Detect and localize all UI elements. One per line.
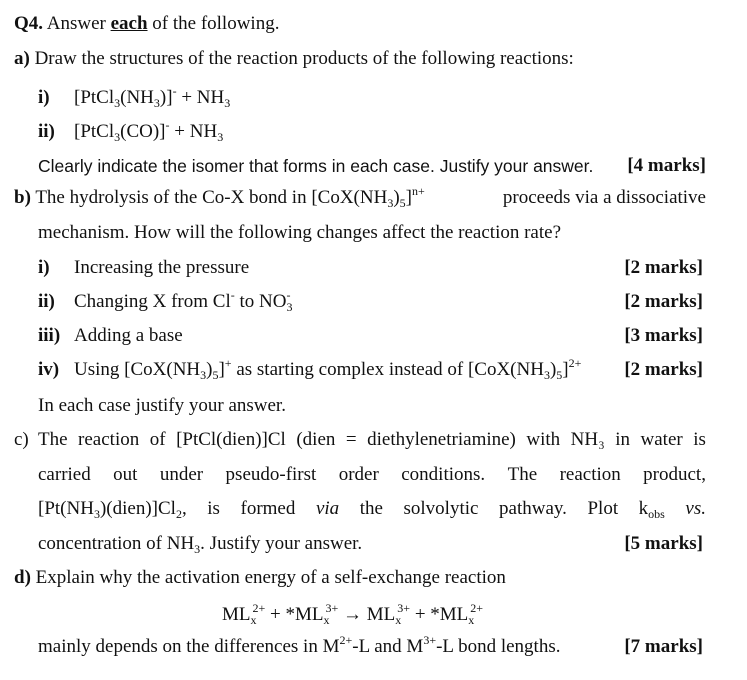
formula-part: + NH <box>176 87 225 108</box>
part-b-item-2-marks: [2 marks] <box>624 291 703 312</box>
part-b-item-1-text: Increasing the pressure <box>74 257 250 278</box>
word: reaction <box>78 429 140 450</box>
formula-sub: 3 <box>194 542 201 556</box>
word: Plot <box>587 498 619 519</box>
word: = <box>345 429 357 450</box>
question-number: Q4. <box>14 13 44 34</box>
word-vs: vs. <box>685 498 706 519</box>
part-b-label: b) <box>14 187 31 208</box>
part-b-item-4-number: iv) <box>38 359 60 380</box>
part-a-item-2 <box>38 118 224 144</box>
word: is <box>207 498 220 519</box>
formula-part: [PtCl <box>74 121 115 142</box>
word: of <box>149 429 166 450</box>
part-c-line-2 <box>38 464 706 486</box>
part-c-label: c) <box>14 429 29 450</box>
formula-part: , <box>181 498 187 519</box>
formula-sub: x <box>323 613 330 627</box>
word: pseudo-first <box>225 464 317 485</box>
part-d-text: -L bond lengths. <box>436 636 561 657</box>
formula-part: + *ML <box>410 604 469 625</box>
part-b-item-1-number: i) <box>38 257 50 278</box>
formula-sub: 3 <box>153 96 160 110</box>
word: (dien <box>296 429 336 450</box>
formula-part: ] <box>218 359 225 380</box>
part-b-item-1 <box>38 257 249 279</box>
part-c-marks: [5 marks] <box>624 533 703 554</box>
part-c-product-formula <box>38 498 187 520</box>
part-b-line-2: mechanism. How will the following changes affect the reaction rate? <box>38 222 562 243</box>
question-intro-pre: Answer <box>46 13 111 34</box>
formula-sub: 3 <box>93 507 100 521</box>
word: is <box>693 429 706 450</box>
formula-part: [PtCl <box>74 87 115 108</box>
formula-part: → ML <box>338 604 396 625</box>
part-b-item-3-number: iii) <box>38 325 61 346</box>
formula-part: Using [CoX(NH <box>74 359 201 380</box>
part-c-text: concentration of NH <box>38 533 195 554</box>
part-c-line-3 <box>38 498 706 520</box>
part-b-item-2 <box>38 288 293 314</box>
formula-sub: 5 <box>212 368 219 382</box>
part-b-item-2-text: Changing X from Cl <box>74 291 231 312</box>
formula-sub: obs <box>648 507 665 521</box>
formula-sub: x <box>250 613 257 627</box>
kobs-symbol <box>639 498 665 520</box>
part-b-closing: In each case justify your answer. <box>38 395 286 416</box>
formula-part: ) <box>393 187 400 208</box>
formula-part: k <box>638 498 649 519</box>
word: the <box>359 498 383 519</box>
part-a-instruction: Clearly indicate the isomer that forms in each case. Justify your answer. <box>38 156 594 176</box>
formula-sub: 3 <box>200 368 207 382</box>
part-a-item-2-number: ii) <box>38 121 55 142</box>
formula-part: ) <box>549 359 557 380</box>
formula-charge: - <box>230 288 235 302</box>
self-exchange-equation <box>222 601 484 627</box>
word: order <box>338 464 379 485</box>
formula-charge: 3+ <box>397 601 411 615</box>
part-b-item-2-number: ii) <box>38 291 55 312</box>
formula-charge: - <box>172 84 177 98</box>
word: under <box>159 464 204 485</box>
word: conditions. <box>401 464 486 485</box>
word: The <box>38 429 68 450</box>
word: product, <box>643 464 706 485</box>
word: reaction <box>559 464 621 485</box>
part-b-item-1-marks: [2 marks] <box>624 257 703 278</box>
formula-charge: - <box>165 118 170 132</box>
formula-sub: 3 <box>286 300 293 314</box>
formula-charge: + <box>224 356 232 370</box>
part-d-last-line <box>38 633 561 658</box>
part-d-prompt <box>14 567 506 589</box>
part-b-item-3-text: Adding a base <box>74 325 183 346</box>
word: out <box>113 464 138 485</box>
formula-part: (NH <box>120 87 154 108</box>
part-d-label: d) <box>14 567 31 588</box>
formula-sub: 2 <box>175 507 182 521</box>
word: carried <box>38 464 91 485</box>
part-a-item-1 <box>38 84 231 110</box>
part-b-text: The hydrolysis of the Co-X bond in [CoX(NH <box>35 187 388 208</box>
formula-part: ) <box>206 359 213 380</box>
part-a-text: Draw the structures of the reaction products of the following reactions: <box>34 48 574 69</box>
word: The <box>507 464 538 485</box>
word: formed <box>240 498 296 519</box>
part-b-line-1 <box>14 184 706 210</box>
part-c-text: . Justify your answer. <box>200 533 363 554</box>
part-d-text: Explain why the activation energy of a self-exchange reaction <box>35 567 506 588</box>
formula-sub: 3 <box>114 96 121 110</box>
word: with <box>526 429 561 450</box>
part-b-item-4 <box>38 356 582 382</box>
part-d-text: -L and M <box>352 636 424 657</box>
word: water <box>640 429 683 450</box>
word: in <box>615 429 631 450</box>
formula-part: )(dien)]Cl <box>99 498 176 519</box>
formula-part: ML <box>222 604 251 625</box>
formula-sub: 5 <box>399 196 406 210</box>
part-b-item-4-marks: [2 marks] <box>624 359 703 380</box>
formula-charge: 2+ <box>339 633 353 647</box>
question-intro-each: each <box>110 13 148 34</box>
part-b-item-3-marks: [3 marks] <box>624 325 703 346</box>
question-intro-post: of the following. <box>147 13 280 34</box>
part-c-line-1 <box>38 429 706 451</box>
part-a-item-1-number: i) <box>38 87 50 108</box>
question-heading <box>14 13 279 35</box>
part-b-item-2-text: to NO <box>234 291 287 312</box>
formula-part: + NH <box>169 121 218 142</box>
formula-sub: 5 <box>556 368 563 382</box>
formula-part: [Pt(NH <box>38 498 94 519</box>
formula-charge: 3+ <box>325 601 339 615</box>
formula-charge: 2+ <box>252 601 266 615</box>
formula-part: ] <box>562 359 569 380</box>
word: diethylenetriamine) <box>367 429 516 450</box>
formula-sub: x <box>468 613 475 627</box>
part-b-item-3 <box>38 325 183 347</box>
formula-part: ] <box>405 187 412 208</box>
part-d-marks: [7 marks] <box>624 636 703 657</box>
formula-sub: x <box>395 613 402 627</box>
formula-sub: 3 <box>114 130 121 144</box>
formula-charge: 2+ <box>568 356 582 370</box>
part-a-prompt <box>14 48 574 70</box>
formula-part: (CO)] <box>120 121 166 142</box>
word: [PtCl(dien)]Cl <box>176 429 286 450</box>
formula-charge: n+ <box>411 184 425 198</box>
part-b-text-end: proceeds via a dissociative <box>502 187 706 208</box>
formula-sub: 3 <box>543 368 550 382</box>
part-c-line-4 <box>38 533 362 555</box>
word: solvolytic <box>403 498 479 519</box>
part-d-text: mainly depends on the differences in M <box>38 636 340 657</box>
part-a-marks: [4 marks] <box>627 155 706 176</box>
formula-charge: 2+ <box>470 601 484 615</box>
formula-charge: - <box>286 288 291 302</box>
formula-charge: 3+ <box>423 633 437 647</box>
formula-part: )] <box>159 87 173 108</box>
formula-part: as starting complex instead of [CoX(NH <box>231 359 544 380</box>
formula-sub: 3 <box>224 96 231 110</box>
word: pathway. <box>499 498 567 519</box>
word-via: via <box>315 498 340 519</box>
part-a-label: a) <box>14 48 30 69</box>
formula-part: + *ML <box>265 604 324 625</box>
formula-sub: 3 <box>387 196 394 210</box>
word: NH₃ <box>570 429 605 450</box>
formula-sub: 3 <box>217 130 224 144</box>
